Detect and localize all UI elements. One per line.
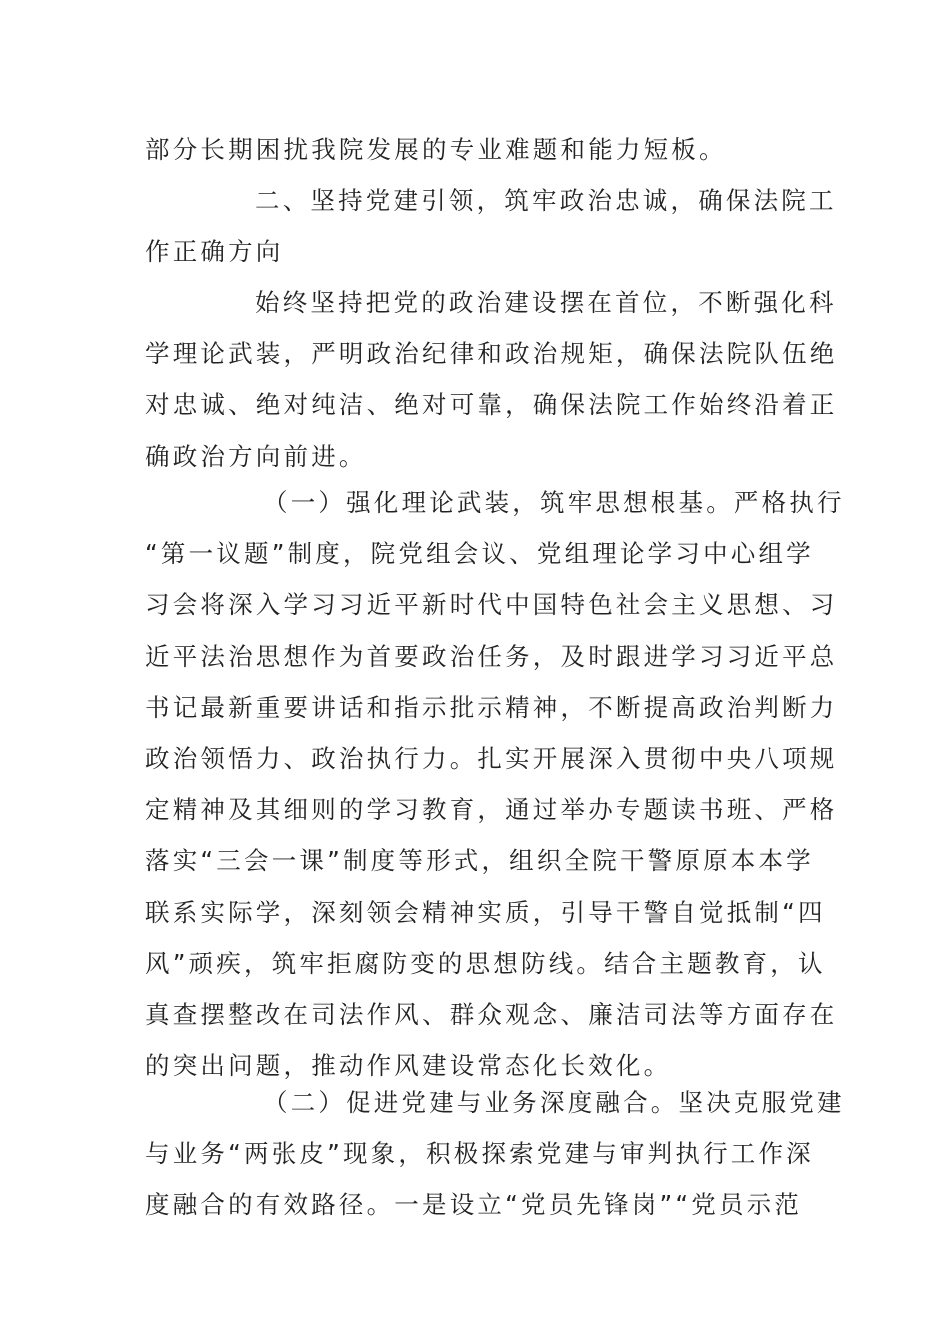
text-line: 风”顽疾，筑牢拒腐防变的思想防线。结合主题教育，认 — [145, 948, 826, 978]
text-line: 联系实际学，深刻领会精神实质，引导干警自觉抵制“四 — [145, 897, 826, 927]
text-line: 学理论武装，严明政治纪律和政治规矩，确保法院队伍绝 — [145, 339, 838, 369]
text-line: 习会将深入学习习近平新时代中国特色社会主义思想、习 — [145, 590, 838, 620]
text-line: 的突出问题，推动作风建设常态化长效化。 — [145, 1051, 672, 1081]
text-line: （一）强化理论武装，筑牢思想根基。严格执行 — [263, 488, 845, 517]
text-line: 确政治方向前进。 — [145, 441, 367, 471]
text-line: 政治领悟力、政治执行力。扎实开展深入贯彻中央八项规 — [145, 743, 838, 773]
text-line: 近平法治思想作为首要政治任务，及时跟进学习习近平总 — [145, 641, 838, 671]
text-line: 落实“三会一课”制度等形式，组织全院干警原原本本学 — [145, 846, 814, 876]
paragraph-item-2 — [145, 1077, 845, 1231]
text-line: 与业务“两张皮”现象，积极探索党建与审判执行工作深 — [145, 1139, 814, 1169]
paragraph-continuation — [145, 124, 810, 175]
text-line: “第一议题”制度，院党组会议、党组理论学习中心组学 — [145, 539, 814, 569]
text-line: 对忠诚、绝对纯洁、绝对可靠，确保法院工作始终沿着正 — [145, 390, 838, 420]
section-heading — [145, 175, 837, 277]
text-line: （二）促进党建与业务深度融合。坚决克服党建 — [263, 1088, 845, 1117]
text-line: 书记最新重要讲话和指示批示精神，不断提高政治判断力 — [145, 692, 838, 722]
paragraph-intro — [145, 277, 838, 482]
text-line: 始终坚持把党的政治建设摆在首位，不断强化科 — [255, 288, 837, 317]
text-line: 定精神及其细则的学习教育，通过举办专题读书班、严格 — [145, 795, 838, 825]
text-line: 真查摆整改在司法作风、群众观念、廉洁司法等方面存在 — [145, 999, 838, 1029]
text-line: 部分长期困扰我院发展的专业难题和能力短板。 — [145, 135, 727, 164]
heading-line: 作正确方向 — [145, 237, 284, 267]
text-line: 度融合的有效路径。一是设立“党员先锋岗”“党员示范 — [145, 1190, 803, 1220]
paragraph-item-1 — [145, 477, 845, 1091]
heading-line: 二、坚持党建引领，筑牢政治忠诚，确保法院工 — [255, 186, 837, 215]
